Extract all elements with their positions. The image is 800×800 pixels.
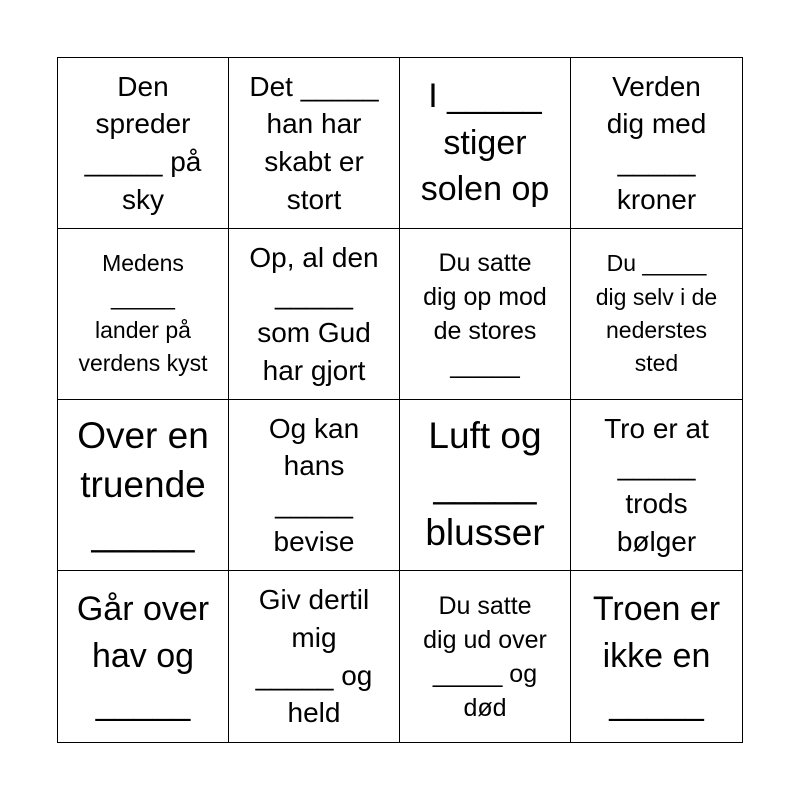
bingo-cell[interactable] [229, 571, 400, 742]
bingo-cell[interactable] [571, 58, 742, 229]
bingo-cell[interactable] [58, 229, 229, 400]
bingo-cell[interactable] [58, 571, 229, 742]
cell-text: Du _____ dig selv i de nederstes sted [595, 250, 718, 377]
cell-text: Over en truende _____ [77, 414, 209, 554]
bingo-cell[interactable] [400, 229, 571, 400]
bingo-cell[interactable] [58, 58, 229, 229]
cell-text: Den spreder _____ på sky [84, 70, 202, 215]
cell-text: Og kan hans _____ bevise [268, 412, 360, 557]
cell-text: Op, al den _____ som Gud har gjort [249, 241, 379, 386]
cell-text: Det _____ han har skabt er stort [249, 70, 379, 215]
cell-text: Luft og _____ blusser [425, 414, 545, 554]
bingo-cell[interactable] [400, 571, 571, 742]
cell-text: Går over hav og _____ [76, 590, 210, 722]
bingo-cell[interactable] [229, 229, 400, 400]
cell-text: Medens _____ lander på verdens kyst [78, 250, 208, 377]
bingo-cell[interactable] [571, 571, 742, 742]
bingo-cell[interactable] [229, 400, 400, 571]
bingo-cell[interactable] [58, 400, 229, 571]
bingo-board [57, 57, 743, 743]
cell-text: I _____ stiger solen op [420, 76, 550, 209]
bingo-cell[interactable] [571, 400, 742, 571]
bingo-cell[interactable] [400, 58, 571, 229]
cell-text: Giv dertil mig _____ og held [255, 584, 373, 729]
cell-text: Tro er at _____ trods bølger [604, 412, 709, 557]
cell-text: Troen er ikke en _____ [592, 590, 721, 722]
bingo-cell[interactable] [229, 58, 400, 229]
cell-text: Du satte dig ud over _____ og død [423, 591, 547, 722]
cell-text: Verden dig med _____ kroner [606, 70, 707, 215]
bingo-cell[interactable] [400, 400, 571, 571]
bingo-cell[interactable] [571, 229, 742, 400]
cell-text: Du satte dig op mod de stores _____ [423, 249, 547, 379]
